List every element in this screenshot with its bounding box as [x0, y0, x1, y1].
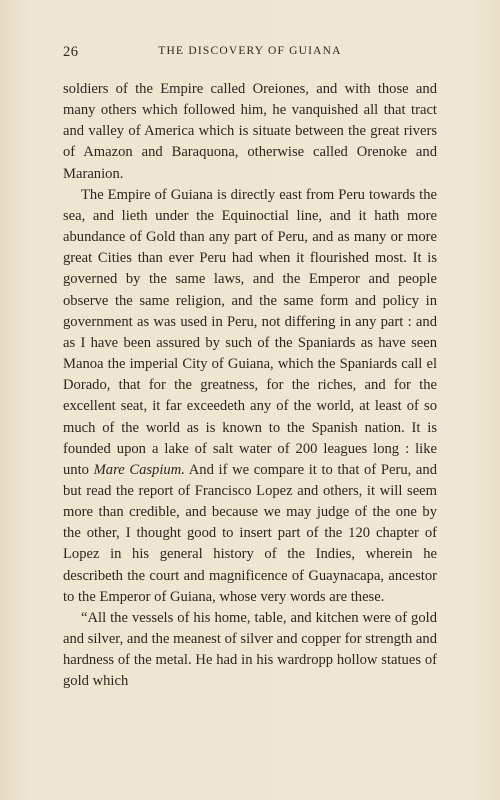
paragraph-3: “All the vessels of his home, table, and kitchen were of gold and silver, and the meanest of silver and copper for strength and hardness of the metal. He had in his wardropp hollow statues of gold which	[63, 609, 437, 690]
body-text	[63, 79, 437, 693]
paragraph-2-text: The Empire of Guiana is directly east from Peru towards the sea, and lieth under the Equinoctial line, and it hath more abundance of Gold than any part of Peru, and as many or more great Cities than ever Peru had when it flourished most. It is governed by the same laws, and the Emperor and people observe the same religion, and the same form and policy in government as was used in Peru, not differing in any part : and as I have been assured by such of the Spaniards as have seen Manoa the imperial City of Guiana, which the Spaniards call el Dorado, that for the greatness, for the riches, and for the excellent seat, it far exceedeth any of the world, at least of so much of the world as is known to the Spanish nation. It is founded upon a lake of salt water of 200 leagues long : like unto	[63, 186, 437, 478]
paragraph-2-text-continued: And if we compare it to that of Peru, and but read the report of Francisco Lopez and others, it will seem more than credible, and because we may judge of the one by the other, I thought good to insert part of the 120 chapter of Lopez in his general history of the Indies, wherein he describeth the court and magnificence of Guaynacapa, ancestor to the Emperor of Guiana, whose very words are these.	[63, 461, 437, 605]
paragraph-2	[63, 185, 437, 608]
paragraph-2-italic: Mare Caspium.	[93, 461, 185, 478]
page-number: 26	[63, 44, 79, 60]
running-title: THE DISCOVERY OF GUIANA	[158, 45, 342, 57]
page-header	[63, 44, 437, 64]
paragraph-1: soldiers of the Empire called Oreiones, and with those and many others which followed him, he vanquished all that tract and valley of America which is situate between the great rivers of Amazon and Baraquona, otherwise called Orenoke and Maranion.	[63, 81, 437, 182]
